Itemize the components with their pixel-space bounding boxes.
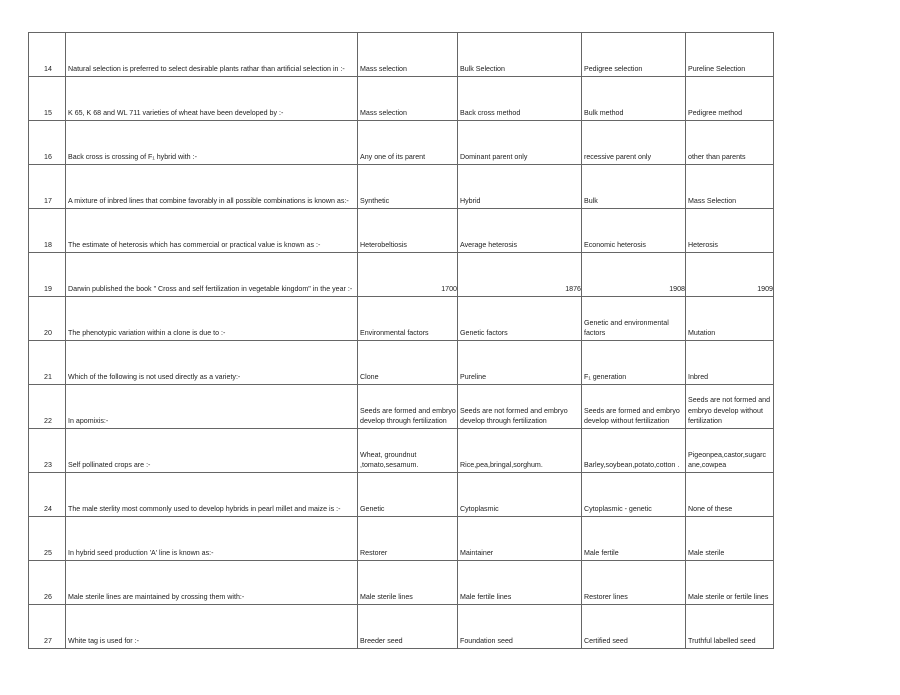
option-d-cell[interactable]: Male sterile or fertile lines <box>686 561 774 605</box>
table-row <box>29 165 774 209</box>
option-d-cell[interactable]: 1909 <box>686 253 774 297</box>
table-row <box>29 561 774 605</box>
option-a-cell[interactable]: Mass selection <box>358 33 458 77</box>
question-number-cell[interactable]: 25 <box>29 517 66 561</box>
option-a-cell[interactable]: Restorer <box>358 517 458 561</box>
question-cell[interactable]: Natural selection is preferred to select desirable plants rathar than artificial selection in :- <box>66 33 358 77</box>
table-row <box>29 209 774 253</box>
option-d-cell[interactable]: Pedigree method <box>686 77 774 121</box>
question-cell[interactable]: Which of the following is not used directly as a variety:- <box>66 341 358 385</box>
option-a-cell[interactable]: Any one of its parent <box>358 121 458 165</box>
option-a-cell[interactable]: Male sterile lines <box>358 561 458 605</box>
option-d-cell[interactable]: None of these <box>686 473 774 517</box>
table-row <box>29 517 774 561</box>
option-a-cell[interactable]: Clone <box>358 341 458 385</box>
option-b-cell[interactable]: Seeds are not formed and embryo develop through fertilization <box>458 385 582 429</box>
option-d-cell[interactable]: Pigeonpea,castor,sugarc ane,cowpea <box>686 429 774 473</box>
option-a-cell[interactable]: Breeder seed <box>358 605 458 649</box>
option-b-cell[interactable]: Hybrid <box>458 165 582 209</box>
option-c-cell[interactable]: Genetic and environmental factors <box>582 297 686 341</box>
question-cell[interactable]: The male sterlity most commonly used to develop hybrids in pearl millet and maize is :- <box>66 473 358 517</box>
question-number-cell[interactable]: 14 <box>29 33 66 77</box>
option-a-cell[interactable]: Heterobeltiosis <box>358 209 458 253</box>
question-cell[interactable]: Self pollinated crops are :- <box>66 429 358 473</box>
question-cell[interactable]: Male sterile lines are maintained by crossing them with:- <box>66 561 358 605</box>
option-b-cell[interactable]: Pureline <box>458 341 582 385</box>
question-number-cell[interactable]: 16 <box>29 121 66 165</box>
question-number-cell[interactable]: 24 <box>29 473 66 517</box>
question-number-cell[interactable]: 15 <box>29 77 66 121</box>
option-b-cell[interactable]: Genetic factors <box>458 297 582 341</box>
option-c-cell[interactable]: Certified seed <box>582 605 686 649</box>
option-d-cell[interactable]: Pureline Selection <box>686 33 774 77</box>
option-d-cell[interactable]: Inbred <box>686 341 774 385</box>
question-number-cell[interactable]: 18 <box>29 209 66 253</box>
option-a-cell[interactable]: Environmental factors <box>358 297 458 341</box>
option-b-cell[interactable]: Back cross method <box>458 77 582 121</box>
option-c-cell[interactable]: Male fertile <box>582 517 686 561</box>
option-b-cell[interactable]: Rice,pea,bringal,sorghum. <box>458 429 582 473</box>
option-a-cell[interactable]: 1700 <box>358 253 458 297</box>
question-number-cell[interactable]: 23 <box>29 429 66 473</box>
option-b-cell[interactable]: Foundation seed <box>458 605 582 649</box>
question-number-cell[interactable]: 19 <box>29 253 66 297</box>
option-c-cell[interactable]: Seeds are formed and embryo develop without fertilization <box>582 385 686 429</box>
option-c-cell[interactable]: Bulk <box>582 165 686 209</box>
question-number-cell[interactable]: 17 <box>29 165 66 209</box>
table-row <box>29 385 774 429</box>
question-number-cell[interactable]: 21 <box>29 341 66 385</box>
table-row <box>29 77 774 121</box>
option-c-cell[interactable]: Barley,soybean,potato,cotton . <box>582 429 686 473</box>
table-row <box>29 473 774 517</box>
table-body <box>29 33 774 649</box>
option-b-cell[interactable]: Maintainer <box>458 517 582 561</box>
table-row <box>29 297 774 341</box>
question-cell[interactable]: Back cross is crossing of F₁ hybrid with :- <box>66 121 358 165</box>
question-number-cell[interactable]: 26 <box>29 561 66 605</box>
option-b-cell[interactable]: Cytoplasmic <box>458 473 582 517</box>
option-c-cell[interactable]: recessive parent only <box>582 121 686 165</box>
question-number-cell[interactable]: 20 <box>29 297 66 341</box>
option-a-cell[interactable]: Wheat, groundnut ,tomato,sesamum. <box>358 429 458 473</box>
table-row <box>29 605 774 649</box>
option-a-cell[interactable]: Seeds are formed and embryo develop through fertilization <box>358 385 458 429</box>
option-a-cell[interactable]: Synthetic <box>358 165 458 209</box>
option-d-cell[interactable]: Mutation <box>686 297 774 341</box>
table-row <box>29 429 774 473</box>
option-b-cell[interactable]: Bulk Selection <box>458 33 582 77</box>
question-cell[interactable]: K 65, K 68 and WL 711 varieties of wheat have been developed by :- <box>66 77 358 121</box>
option-b-cell[interactable]: 1876 <box>458 253 582 297</box>
option-c-cell[interactable]: Economic heterosis <box>582 209 686 253</box>
option-b-cell[interactable]: Male fertile lines <box>458 561 582 605</box>
question-cell[interactable]: Darwin published the book " Cross and self fertilization in vegetable kingdom" in the year :- <box>66 253 358 297</box>
option-d-cell[interactable]: Heterosis <box>686 209 774 253</box>
option-c-cell[interactable]: Restorer lines <box>582 561 686 605</box>
option-c-cell[interactable]: Pedigree selection <box>582 33 686 77</box>
table-row <box>29 341 774 385</box>
option-c-cell[interactable]: 1908 <box>582 253 686 297</box>
question-cell[interactable]: A mixture of inbred lines that combine favorably in all possible combinations is known as:- <box>66 165 358 209</box>
option-d-cell[interactable]: Male sterile <box>686 517 774 561</box>
option-c-cell[interactable]: F₁ generation <box>582 341 686 385</box>
question-cell[interactable]: White tag is used for :- <box>66 605 358 649</box>
option-a-cell[interactable]: Mass selection <box>358 77 458 121</box>
option-d-cell[interactable]: Truthful labelled seed <box>686 605 774 649</box>
question-number-cell[interactable]: 27 <box>29 605 66 649</box>
table-row <box>29 253 774 297</box>
question-cell[interactable]: The estimate of heterosis which has commercial or practical value is known as :- <box>66 209 358 253</box>
option-b-cell[interactable]: Dominant parent only <box>458 121 582 165</box>
question-number-cell[interactable]: 22 <box>29 385 66 429</box>
option-d-cell[interactable]: Seeds are not formed and embryo develop without fertilization <box>686 385 774 429</box>
option-a-cell[interactable]: Genetic <box>358 473 458 517</box>
option-c-cell[interactable]: Bulk method <box>582 77 686 121</box>
option-d-cell[interactable]: Mass Selection <box>686 165 774 209</box>
question-cell[interactable]: In apomixis:- <box>66 385 358 429</box>
table-row <box>29 33 774 77</box>
table-row <box>29 121 774 165</box>
option-c-cell[interactable]: Cytoplasmic - genetic <box>582 473 686 517</box>
option-b-cell[interactable]: Average heterosis <box>458 209 582 253</box>
question-cell[interactable]: In hybrid seed production 'A' line is known as:- <box>66 517 358 561</box>
question-cell[interactable]: The phenotypic variation within a clone is due to :- <box>66 297 358 341</box>
question-table <box>28 32 774 649</box>
option-d-cell[interactable]: other than parents <box>686 121 774 165</box>
